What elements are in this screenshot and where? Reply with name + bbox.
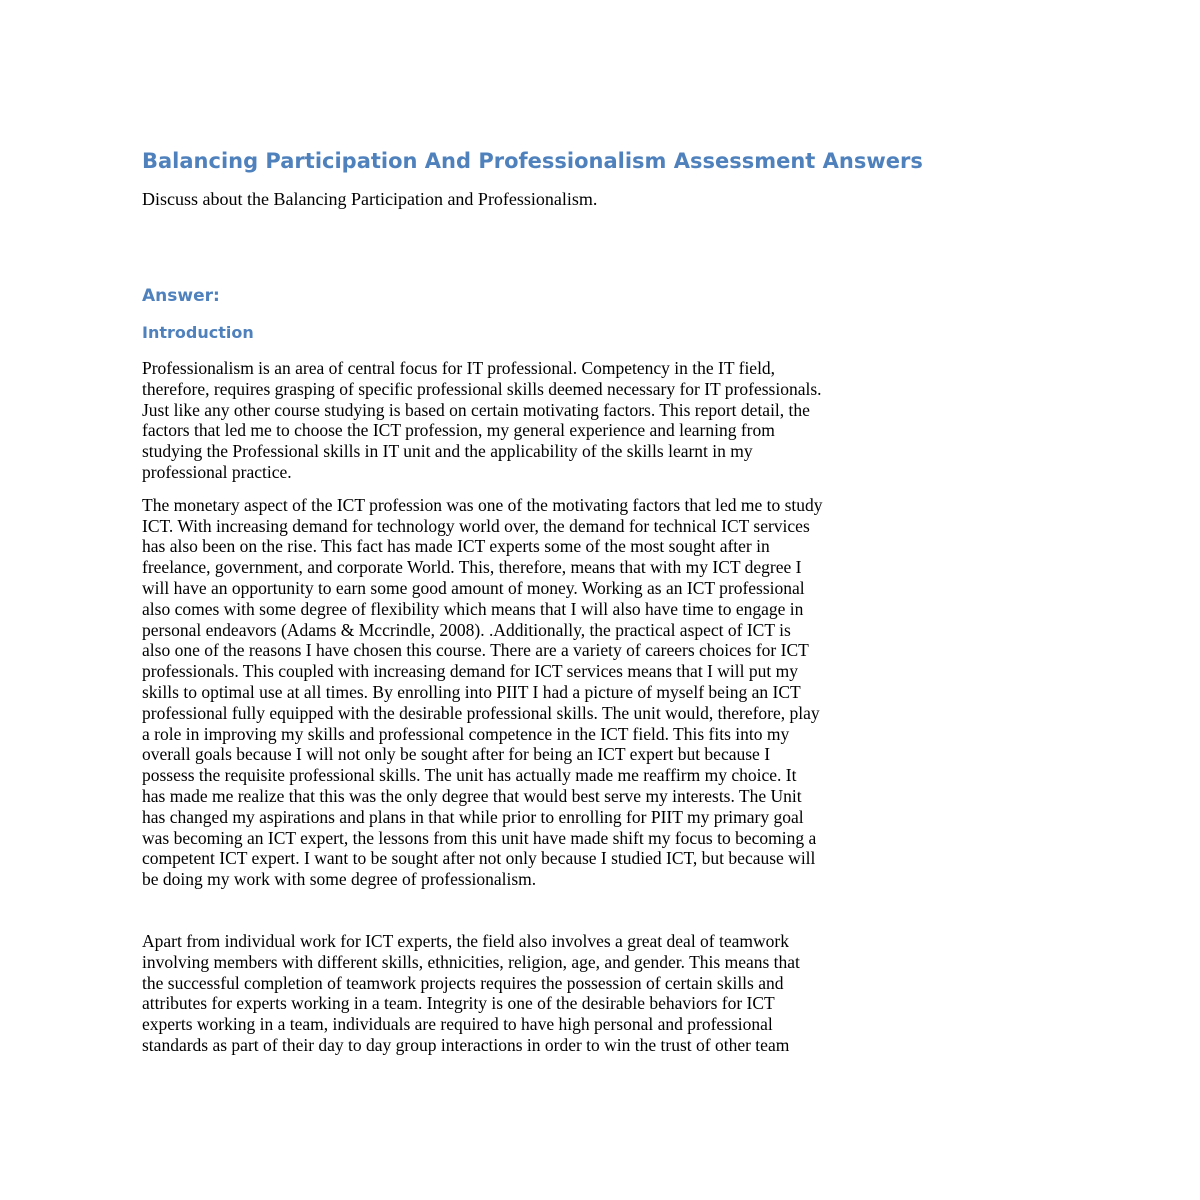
introduction-heading: Introduction — [142, 323, 254, 342]
paragraph-line: skills to optimal use at all times. By enrolling into PIIT I had a picture of myself being an ICT — [142, 681, 801, 702]
paragraph-line: The monetary aspect of the ICT profession was one of the motivating factors that led me to study — [142, 494, 823, 515]
paragraph-2 — [142, 495, 1062, 890]
paragraph-line: involving members with different skills, ethnicities, religion, age, and gender. This means that — [142, 951, 800, 972]
question-text: Discuss about the Balancing Participation and Professionalism. — [142, 189, 598, 209]
paragraph-line: Just like any other course studying is based on certain motivating factors. This report detail, the — [142, 399, 810, 420]
paragraph-line: was becoming an ICT expert, the lessons from this unit have made shift my focus to becoming a — [142, 827, 817, 848]
paragraph-line: professional practice. — [142, 461, 292, 482]
paragraph-line: a role in improving my skills and professional competence in the ICT field. This fits into my — [142, 723, 790, 744]
paragraph-line: professionals. This coupled with increasing demand for ICT services means that I will put my — [142, 661, 798, 682]
paragraph-line: personal endeavors (Adams & Mccrindle, 2008). .Additionally, the practical aspect of ICT is — [142, 619, 791, 640]
paragraph-line: possess the requisite professional skills. The unit has actually made me reaffirm my choice. It — [142, 765, 797, 786]
paragraph-line: Apart from individual work for ICT experts, the field also involves a great deal of teamwork — [142, 930, 789, 951]
paragraph-line: studying the Professional skills in IT unit and the applicability of the skills learnt in my — [142, 441, 753, 462]
paragraph-line: ICT. With increasing demand for technology world over, the demand for technical ICT services — [142, 515, 810, 536]
paragraph-line: overall goals because I will not only be sought after for being an ICT expert but because I — [142, 744, 771, 765]
paragraph-line: has also been on the rise. This fact has made ICT experts some of the most sought after in — [142, 536, 770, 557]
paragraph-line: be doing my work with some degree of professionalism. — [142, 869, 537, 890]
paragraph-line: will have an opportunity to earn some good amount of money. Working as an ICT professional — [142, 577, 805, 598]
paragraph-line: attributes for experts working in a team. Integrity is one of the desirable behaviors for ICT — [142, 993, 775, 1014]
paragraph-line: freelance, government, and corporate World. This, therefore, means that with my ICT degree I — [142, 557, 802, 578]
document-title: Balancing Participation And Professionalism Assessment Answers — [142, 149, 923, 173]
paragraph-line: factors that led me to choose the ICT profession, my general experience and learning from — [142, 420, 775, 441]
paragraph-3 — [142, 931, 1062, 1056]
paragraph-line: standards as part of their day to day group interactions in order to win the trust of other team — [142, 1034, 790, 1055]
answer-heading: Answer: — [142, 286, 220, 306]
paragraph-line: Professionalism is an area of central focus for IT professional. Competency in the IT field, — [142, 358, 776, 378]
paragraph-line: also one of the reasons I have chosen this course. There are a variety of careers choices for ICT — [142, 640, 809, 661]
paragraph-line: also comes with some degree of flexibility which means that I will also have time to engage in — [142, 598, 804, 619]
paragraph-line: the successful completion of teamwork projects requires the possession of certain skills and — [142, 972, 784, 993]
paragraph-line: professional fully equipped with the desirable professional skills. The unit would, therefore, play — [142, 702, 820, 723]
paragraph-line: has made me realize that this was the only degree that would best serve my interests. The Unit — [142, 785, 802, 806]
paragraph-line: competent ICT expert. I want to be sought after not only because I studied ICT, but because will — [142, 848, 816, 869]
document-body — [142, 146, 1062, 1056]
paragraph-line: has changed my aspirations and plans in that while prior to enrolling for PIIT my primary goal — [142, 806, 804, 827]
paragraph-line: therefore, requires grasping of specific professional skills deemed necessary for IT professionals. — [142, 378, 822, 399]
paragraph-1 — [142, 358, 1062, 483]
paragraph-line: experts working in a team, individuals are required to have high personal and professional — [142, 1014, 773, 1035]
